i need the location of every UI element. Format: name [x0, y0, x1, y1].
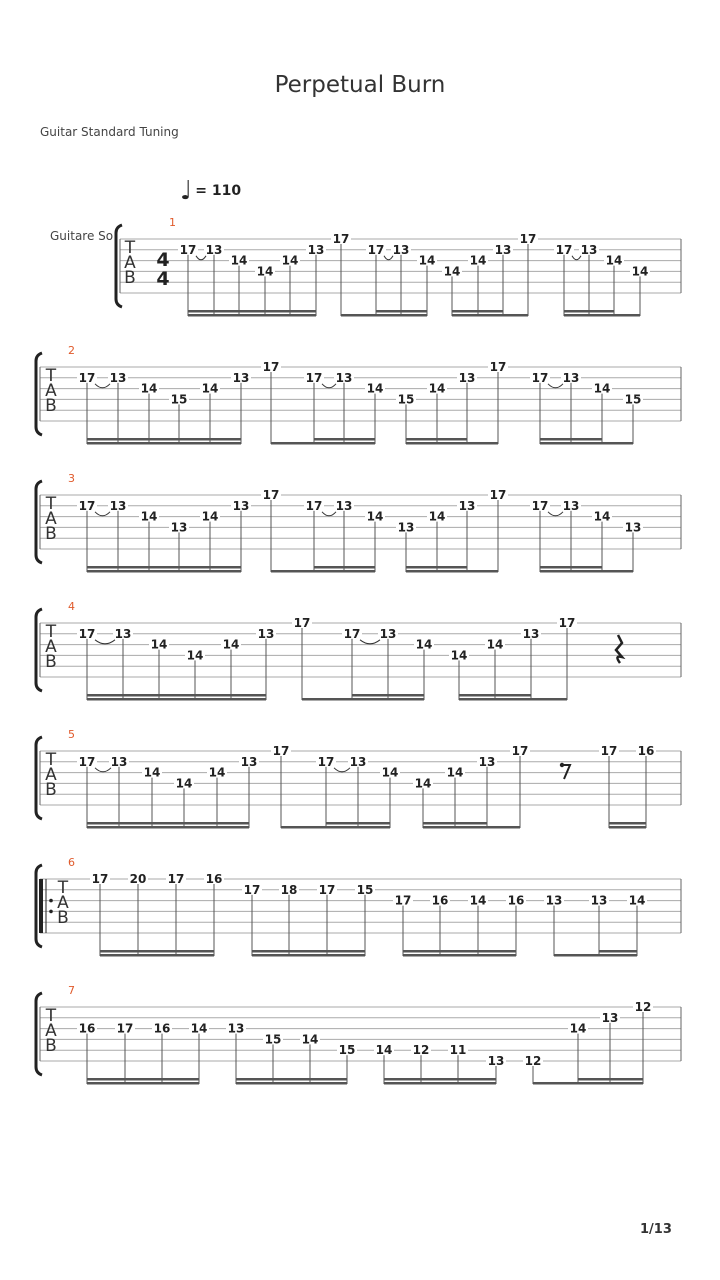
system-bracket: [36, 481, 42, 563]
fret-number: 13: [562, 498, 580, 513]
system-bracket: [36, 609, 42, 691]
beam-secondary: [87, 694, 266, 697]
slur-arc: [322, 384, 336, 388]
fret-number: 13: [478, 754, 496, 769]
fret-number: 13: [205, 242, 223, 257]
fret-number: 13: [110, 754, 128, 769]
slur-arc: [322, 512, 336, 516]
fret-number: 13: [580, 242, 598, 257]
fret-number: 13: [601, 1010, 619, 1025]
beam-primary: [554, 954, 637, 957]
repeat-thick-bar: [39, 879, 43, 933]
fret-number: 17: [394, 893, 412, 908]
fret-number: 17: [555, 242, 573, 257]
tab-clef-letter: A: [45, 637, 57, 657]
beam-primary: [459, 698, 567, 701]
quarter-rest-icon: [616, 635, 622, 663]
beam-primary: [87, 826, 249, 829]
fret-number: 14: [443, 264, 461, 279]
fret-number: 14: [446, 765, 464, 780]
measure-number: 1: [169, 216, 176, 229]
slur-arc: [95, 768, 111, 772]
slur-arc: [95, 640, 115, 644]
fret-number: 13: [170, 520, 188, 535]
fret-number: 13: [240, 754, 258, 769]
tab-clef-letter: T: [45, 622, 57, 642]
beam-secondary: [314, 566, 375, 569]
tab-clef-letter: A: [45, 381, 57, 401]
fret-number: 16: [507, 893, 525, 908]
fret-number: 14: [143, 765, 161, 780]
fret-number: 13: [545, 893, 563, 908]
slur-arc: [548, 512, 563, 516]
beam-secondary: [540, 438, 602, 441]
slur-arc: [548, 384, 563, 388]
beam-secondary: [459, 694, 531, 697]
time-sig-bottom: 4: [156, 268, 170, 290]
fret-number: 15: [338, 1043, 356, 1058]
repeat-dot: [49, 910, 53, 914]
fret-number: 13: [458, 370, 476, 385]
fret-number: 15: [356, 882, 374, 897]
measure-number: 2: [68, 344, 75, 357]
fret-number: 17: [343, 626, 361, 641]
fret-number: 16: [205, 872, 223, 886]
fret-number: 14: [450, 648, 468, 663]
slur-arc: [572, 256, 581, 260]
beam-secondary: [406, 566, 467, 569]
measure-number: 7: [68, 984, 75, 997]
beam-secondary: [599, 950, 637, 953]
beam-primary: [188, 314, 316, 317]
fret-number: 16: [153, 1021, 171, 1036]
fret-number: 14: [469, 253, 487, 268]
fret-number: 14: [366, 381, 384, 396]
fret-number: 13: [487, 1054, 505, 1068]
beam-primary: [302, 698, 424, 701]
fret-number: 13: [257, 626, 275, 641]
fret-number: 17: [262, 360, 280, 374]
fret-number: 17: [489, 488, 507, 502]
beam-primary: [406, 570, 498, 573]
fret-number: 14: [375, 1043, 393, 1058]
tab-clef-letter: A: [57, 893, 69, 913]
fret-number: 13: [397, 520, 415, 535]
tab-clef-letter: A: [45, 765, 57, 785]
fret-number: 13: [114, 626, 132, 641]
fret-number: 14: [605, 253, 623, 268]
beam-secondary: [87, 822, 249, 825]
fret-number: 17: [531, 498, 549, 513]
beam-primary: [87, 570, 241, 573]
fret-number: 14: [593, 381, 611, 396]
fret-number: 14: [201, 509, 219, 524]
fret-number: 12: [634, 1000, 652, 1014]
fret-number: 14: [301, 1032, 319, 1047]
fret-number: 17: [305, 370, 323, 385]
fret-number: 14: [593, 509, 611, 524]
fret-number: 12: [524, 1054, 542, 1068]
beam-secondary: [376, 310, 427, 313]
fret-number: 13: [232, 498, 250, 513]
fret-number: 17: [78, 626, 96, 641]
tab-clef-letter: B: [45, 1036, 57, 1056]
fret-number: 13: [349, 754, 367, 769]
fret-number: 13: [232, 370, 250, 385]
fret-number: 14: [469, 893, 487, 908]
beam-secondary: [87, 438, 241, 441]
beam-secondary: [578, 1078, 643, 1081]
slur-arc: [95, 384, 110, 388]
beam-primary: [609, 826, 646, 829]
fret-number: 17: [78, 498, 96, 513]
fret-number: 13: [109, 370, 127, 385]
fret-number: 14: [428, 381, 446, 396]
fret-number: 13: [335, 498, 353, 513]
fret-number: 17: [318, 882, 336, 897]
beam-secondary: [236, 1078, 347, 1081]
beam-primary: [87, 1082, 199, 1085]
beam-secondary: [406, 438, 467, 441]
beam-primary: [341, 314, 427, 317]
slur-arc: [196, 256, 206, 260]
fret-number: 13: [458, 498, 476, 513]
fret-number: 17: [600, 744, 618, 758]
beam-primary: [100, 954, 214, 957]
beam-secondary: [188, 310, 316, 313]
slur-arc: [384, 256, 393, 260]
fret-number: 14: [628, 893, 646, 908]
system-bracket: [116, 225, 122, 307]
fret-number: 17: [78, 754, 96, 769]
system-bracket: [36, 737, 42, 819]
slur-arc: [360, 640, 380, 644]
beam-primary: [452, 314, 528, 317]
fret-number: 17: [511, 744, 529, 758]
beam-primary: [271, 442, 375, 445]
fret-number: 14: [366, 509, 384, 524]
fret-number: 17: [179, 242, 197, 257]
fret-number: 17: [558, 616, 576, 630]
tab-clef-letter: B: [45, 396, 57, 416]
measure-number: 5: [68, 728, 75, 741]
fret-number: 14: [418, 253, 436, 268]
system-bracket: [36, 353, 42, 435]
fret-number: 14: [140, 509, 158, 524]
fret-number: 14: [631, 264, 649, 279]
beam-secondary: [403, 950, 516, 953]
fret-number: 17: [167, 872, 185, 886]
fret-number: 20: [129, 872, 147, 886]
fret-number: 17: [243, 882, 261, 897]
fret-number: 15: [397, 392, 415, 407]
fret-number: 13: [109, 498, 127, 513]
fret-number: 14: [414, 776, 432, 791]
beam-primary: [540, 570, 633, 573]
fret-number: 17: [116, 1021, 134, 1036]
fret-number: 18: [280, 882, 298, 897]
tab-clef-letter: B: [45, 524, 57, 544]
fret-number: 13: [624, 520, 642, 535]
tab-clef-letter: B: [45, 652, 57, 672]
fret-number: 17: [305, 498, 323, 513]
fret-number: 11: [449, 1043, 467, 1058]
fret-number: 16: [78, 1021, 96, 1036]
measure-number: 3: [68, 472, 75, 485]
fret-number: 17: [262, 488, 280, 502]
system-bracket: [36, 993, 42, 1075]
tab-clef-letter: B: [57, 908, 69, 928]
fret-number: 14: [190, 1021, 208, 1036]
fret-number: 13: [307, 242, 325, 257]
fret-number: 14: [150, 637, 168, 652]
fret-number: 14: [281, 253, 299, 268]
tab-clef-letter: T: [124, 238, 136, 258]
fret-number: 15: [264, 1032, 282, 1047]
fret-number: 13: [379, 626, 397, 641]
fret-number: 14: [486, 637, 504, 652]
beam-primary: [252, 954, 365, 957]
fret-number: 17: [91, 872, 109, 886]
tab-clef-letter: T: [45, 494, 57, 514]
beam-primary: [564, 314, 640, 317]
tab-clef-letter: T: [45, 1006, 57, 1026]
beam-secondary: [100, 950, 214, 953]
beam-primary: [281, 826, 390, 829]
fret-number: 14: [428, 509, 446, 524]
fret-number: 17: [519, 232, 537, 246]
fret-number: 14: [569, 1021, 587, 1036]
fret-number: 17: [531, 370, 549, 385]
tuning-label: Guitar Standard Tuning: [40, 125, 179, 139]
fret-number: 13: [335, 370, 353, 385]
beam-secondary: [564, 310, 614, 313]
tab-clef-letter: T: [45, 750, 57, 770]
fret-number: 15: [170, 392, 188, 407]
beam-primary: [533, 1082, 643, 1085]
fret-number: 17: [317, 754, 335, 769]
eighth-rest-dot: [560, 763, 564, 767]
tab-clef-letter: T: [45, 366, 57, 386]
fret-number: 13: [227, 1021, 245, 1036]
fret-number: 17: [489, 360, 507, 374]
beam-secondary: [384, 1078, 496, 1081]
fret-number: 17: [293, 616, 311, 630]
fret-number: 14: [208, 765, 226, 780]
beam-primary: [87, 442, 241, 445]
fret-number: 17: [367, 242, 385, 257]
beam-secondary: [252, 950, 365, 953]
fret-number: 14: [140, 381, 158, 396]
fret-number: 13: [590, 893, 608, 908]
fret-number: 17: [332, 232, 350, 246]
fret-number: 17: [272, 744, 290, 758]
beam-primary: [403, 954, 516, 957]
tab-clef-letter: A: [45, 1021, 57, 1041]
beam-secondary: [609, 822, 646, 825]
beam-primary: [87, 698, 266, 701]
fret-number: 14: [230, 253, 248, 268]
tab-clef-letter: T: [57, 878, 69, 898]
tab-clef-letter: B: [124, 268, 136, 288]
fret-number: 13: [562, 370, 580, 385]
beam-primary: [423, 826, 520, 829]
beam-secondary: [87, 1078, 199, 1081]
fret-number: 13: [522, 626, 540, 641]
measure-number: 4: [68, 600, 75, 613]
slur-arc: [95, 512, 110, 516]
tab-clef-letter: A: [124, 253, 136, 273]
beam-primary: [384, 1082, 496, 1085]
fret-number: 14: [381, 765, 399, 780]
fret-number: 16: [637, 744, 655, 758]
slur-arc: [334, 768, 350, 772]
time-sig-top: 4: [156, 249, 170, 271]
beam-secondary: [452, 310, 503, 313]
fret-number: 14: [175, 776, 193, 791]
tempo-text: = 110: [195, 183, 242, 199]
fret-number: 15: [624, 392, 642, 407]
fret-number: 12: [412, 1043, 430, 1058]
fret-number: 14: [186, 648, 204, 663]
fret-number: 14: [415, 637, 433, 652]
fret-number: 14: [222, 637, 240, 652]
beam-secondary: [314, 438, 375, 441]
score-title: Perpetual Burn: [274, 72, 446, 98]
tab-clef-letter: A: [45, 509, 57, 529]
beam-primary: [271, 570, 375, 573]
beam-primary: [406, 442, 498, 445]
beam-secondary: [87, 566, 241, 569]
fret-number: 13: [392, 242, 410, 257]
beam-primary: [540, 442, 633, 445]
instrument-name: Guitare So: [50, 229, 114, 243]
page-number: 1/13: [640, 1222, 672, 1237]
fret-number: 16: [431, 893, 449, 908]
tab-clef-letter: B: [45, 780, 57, 800]
fret-number: 14: [201, 381, 219, 396]
beam-secondary: [423, 822, 487, 825]
fret-number: 17: [78, 370, 96, 385]
beam-secondary: [540, 566, 602, 569]
fret-number: 13: [494, 242, 512, 257]
measure-number: 6: [68, 856, 75, 869]
quarter-note-icon: ♩: [180, 176, 193, 206]
fret-number: 14: [256, 264, 274, 279]
beam-secondary: [326, 822, 390, 825]
beam-primary: [236, 1082, 347, 1085]
beam-secondary: [352, 694, 424, 697]
repeat-dot: [49, 899, 53, 903]
